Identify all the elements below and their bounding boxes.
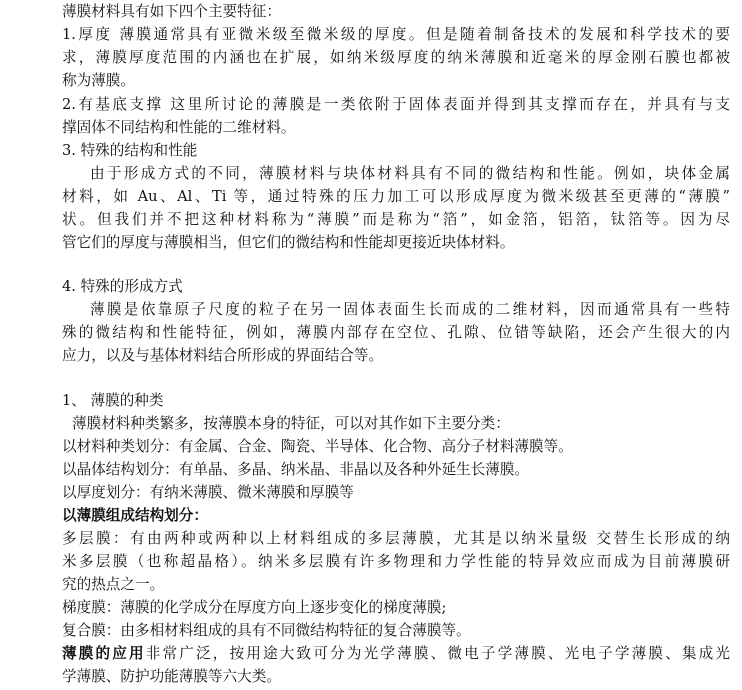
feature-thickness-line-2: 求，薄膜厚度范围的内涵也在扩展，如纳米级厚度的纳米薄膜和近毫米的厚金刚石膜也都被 bbox=[62, 49, 730, 66]
feature-structure-line-4: 管它们的厚度与薄膜相当，但它们的微结构和性能却更接近块体材料。 bbox=[62, 234, 515, 251]
section-heading-film-types: 1、 薄膜的种类 bbox=[62, 392, 164, 409]
feature-substrate-line-1: 2.有基底支撑 这里所讨论的薄膜是一类依附于固体表面并得到其支撑而存在，并具有与支 bbox=[62, 96, 730, 113]
feature-formation-line-1: 薄膜是依靠原子尺度的粒子在另一固体表面生长而成的二维材料，因而通常具有一些特 bbox=[90, 301, 730, 318]
gradient-film: 梯度膜：薄膜的化学成分在厚度方向上逐步变化的梯度薄膜; bbox=[62, 599, 447, 616]
types-by-material: 以材料种类划分：有金属、合金、陶瓷、半导体、化合物、高分子材料薄膜等。 bbox=[62, 438, 573, 455]
types-by-composition-heading: 以薄膜组成结构划分： bbox=[62, 507, 208, 524]
multilayer-line-1: 多层膜：有由两种或两种以上材料组成的多层薄膜，尤其是以纳米量级 交替生长形成的纳 bbox=[62, 530, 730, 547]
feature-structure-line-1: 由于形成方式的不同，薄膜材料与块体材料具有不同的微结构和性能。例如，块体金属 bbox=[90, 165, 730, 182]
types-by-crystal: 以晶体结构划分：有单晶、多晶、纳米晶、非晶以及各种外延生长薄膜。 bbox=[62, 461, 530, 478]
feature-formation-line-2: 殊的微结构和性能特征，例如，薄膜内部存在空位、孔隙、位错等缺陷，还会产生很大的内 bbox=[62, 324, 730, 341]
applications-line-1 bbox=[62, 643, 730, 665]
multilayer-line-2: 米多层膜（也称超晶格）。纳米多层膜有许多物理和力学性能的特异效应而成为目前薄膜研 bbox=[62, 553, 730, 570]
multilayer-line-3: 究的热点之一。 bbox=[62, 576, 165, 593]
feature-structure-heading: 3. 特殊的结构和性能 bbox=[62, 142, 198, 159]
applications-text: 非常广泛，按用途大致可分为光学薄膜、微电子学薄膜、光电子学薄膜、集成光 bbox=[145, 645, 730, 662]
feature-formation-line-3: 应力，以及与基体材料结合所形成的界面结合等。 bbox=[62, 347, 384, 364]
feature-formation-heading: 4. 特殊的形成方式 bbox=[62, 278, 183, 295]
applications-bold-term: 薄膜的应用 bbox=[62, 645, 146, 662]
composite-film: 复合膜：由多相材料组成的具有不同微结构特征的复合薄膜等。 bbox=[62, 622, 471, 639]
feature-structure-line-3: 状。但我们并不把这种材料称为“薄膜”而是称为“箔”，如金箔，铝箔，钛箔等。因为尽 bbox=[62, 211, 730, 228]
feature-thickness-line-1: 1.厚度 薄膜通常具有亚微米级至微米级的厚度。但是随着制备技术的发展和科学技术的要 bbox=[62, 26, 730, 43]
applications-line-2: 学薄膜、防护功能薄膜等六大类。 bbox=[62, 668, 281, 685]
types-intro: 薄膜材料种类繁多，按薄膜本身的特征，可以对其作如下主要分类： bbox=[72, 415, 510, 432]
feature-structure-line-2: 材料，如 Au、Al、Ti 等，通过特殊的压力加工可以形成厚度为微米级甚至更薄的“薄膜” bbox=[62, 188, 730, 205]
types-by-thickness: 以厚度划分：有纳米薄膜、微米薄膜和厚膜等 bbox=[62, 484, 354, 501]
feature-substrate-line-2: 撑固体不同结构和性能的二维材料。 bbox=[62, 119, 296, 136]
feature-thickness-line-3: 称为薄膜。 bbox=[62, 72, 135, 89]
paragraph-intro: 薄膜材料具有如下四个主要特征： bbox=[62, 3, 281, 20]
